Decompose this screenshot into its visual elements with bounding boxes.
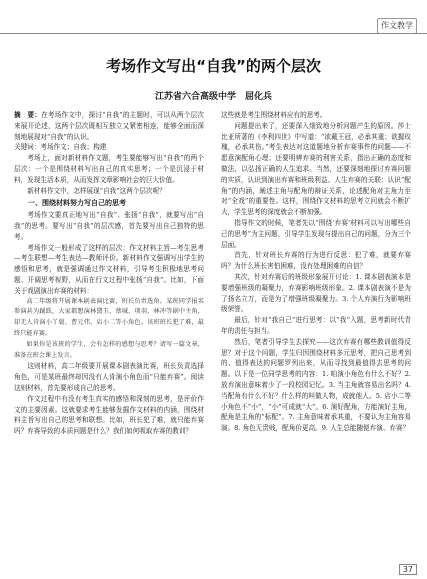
section-heading: 一、围绕材料努力写自己的思考 bbox=[28, 199, 126, 208]
paragraph: 新材料作文中，怎样展现“自我”这两个层次呢？ bbox=[27, 186, 166, 195]
left-column bbox=[14, 110, 204, 437]
page-header bbox=[0, 0, 427, 34]
paragraph: 首先，针对班长弃赛的行为进行反思：犯了难，就要弃赛吗？为什么班长害怕困难，没有处理困难的自信？ bbox=[221, 251, 411, 271]
paragraph: 最后，针对“我自己”进行思考：以“我”入题，思考新时代青年的责任与担当。 bbox=[221, 316, 411, 335]
paragraph: 问题提出来了，还要深入细致地分析问题产生的原因。莎士比亚所著的《李利四世》中写道：“欲戴王冠，必承其重；欲握玫瑰，必承其伤。”考生表达对这道题地分析弃赛事件的问题——不愿意演配角心理；还要明辨弃赛的利害关系，指出正确的态度和做法，以弘扬正确的人生追求。当然，还要深刻地探讨弃赛问题的实质，认识到演出弃赛和班级利益、人生弃赛的关联：认识“配角”的内涵，阐述主角与配角的辩证关系，论述配角对主角力至对“全戏”的重要性。这样，围绕作文材料的思考立问就会不断扩大，学生思考的深度就会不断加强。 bbox=[221, 121, 411, 217]
paragraph: 作文过程中有没有考生真实的感悟和深刻的思考，是评价作文的主要因素。这就要求考生能够发掘作文材料的内涵，围绕材料主旨写出自己的思考和联想。比如，班长犯了难，就只能弃赛吗？弃赛导致的本质问题是什么？我们如何吸取弃赛的教训？ bbox=[14, 394, 204, 436]
paragraph: 这则材料，高二年级要开展课本剧表演比赛，班长负责选择角色，可是某班最终却因没有人肯演小角色而“只能弃赛”。阅读这则材料，首先要形成自己的思考。 bbox=[14, 362, 204, 392]
abstract-label: 摘 要： bbox=[14, 111, 42, 119]
paragraph: 考场作文一般形成了这样的层次：作文材料主旨—考生思考—考生联想—考生表达—教师评价。新材料作文强调写出学生的感悟和思考，就是强调通过作文材料，引导考生积极地思考问题、开阔思考视野，从而在行文过程中张扬“自我”。比如，下面关于戏剧演出弃赛的材料： bbox=[14, 243, 204, 295]
header-divider bbox=[0, 33, 427, 34]
article-author: 江苏省六合高级中学 屈化兵 bbox=[154, 92, 272, 102]
paragraph: 摘 要：在考场作文中，探讨“自我”的主题时，可以从两个层次来展开论述，这两个层次既相互独立又紧密相连，能够全面而深刻地展现对“自我”的认识。 bbox=[14, 111, 204, 141]
paragraph: 其次，针对弃赛后的班级形象展开讨论：1. 课本剧表演本是要增强班级的凝聚力，弃赛影响班级形象。2. 课本剧表演不是为了扬名立万，而是为了增强班级凝聚力。3. 个人弃演行为影响班级荣誉。 bbox=[221, 272, 411, 314]
paragraph: 然后，笔者引导学生去探究——这次弃赛有哪些教训值得反思？对于这个问题，学生归因围绕材料多元思考，把自己思考到的、值得表达的问题罗列出来，从而寻找到最值得去思考的问题。以下是一位同学思考的内容：1. 咱演小角色有什么不好？2. 放弃演出意味着少了一段校园记忆。3. 当主角就容易出名吗？4. 当配角有什么不好？什么样的叫做人物，成就他人。5. 店小二等小角色不“小”，“小”可成就“大”。6. 演好配角，方能演好主角，配角是主角的“标配”。7. 主角意味着承其重，不要认为主角容易演。8. 角色无贵贱，配角价更高。9. 人生总能随便弃演、弃赛？ bbox=[221, 337, 411, 433]
paragraph: 这些就是考生围绕材料应有的思考。 bbox=[221, 111, 327, 119]
section-badge: 作文教学 bbox=[377, 18, 417, 34]
paragraph: 考场上，面对新材料作文题，考生要能够写出“自我”的两个层次：一个是围绕材料写出自己的真实思考；一个是沉浸于材料，发现生活本质，从而发挥文章影响社会的巨大价值。 bbox=[14, 154, 204, 184]
page-number: 37 bbox=[399, 564, 417, 575]
paragraph: 考场作文要真正地写出“自我”、张扬“自我”，就要写出“自我”的思考。要写出“自我”的层次感，首先要写出自己独特的思考。 bbox=[14, 211, 204, 241]
paragraph: 关键词：考场作文；自我；构建 bbox=[14, 143, 107, 152]
quoted-material: 如果你是该班的学生，会有怎样的感想与思考？请写一篇文章，准备在班会课上发言。 bbox=[14, 340, 204, 359]
quoted-material: 高二年级将开展课本剧表演比赛，班长负责选角。某班同学报名参演甚为踊跃，大家都想演林黛玉、蔡城、项羽、林冲等剧中主角，却无人肯演小丫鬟、曹元伟、店小二等小角色。该班班长犯了难，最终只能弃赛。 bbox=[14, 297, 204, 337]
right-column bbox=[221, 110, 411, 434]
article-title: 考场作文写出“自我”的两个层次 bbox=[106, 57, 321, 75]
paragraph: 指导作文的时候，笔者先以“围绕‘弃赛’材料可以写出哪些自己的思考”为主问题，引导学生发现与提出自己的问题，分为三个层面。 bbox=[221, 218, 411, 249]
